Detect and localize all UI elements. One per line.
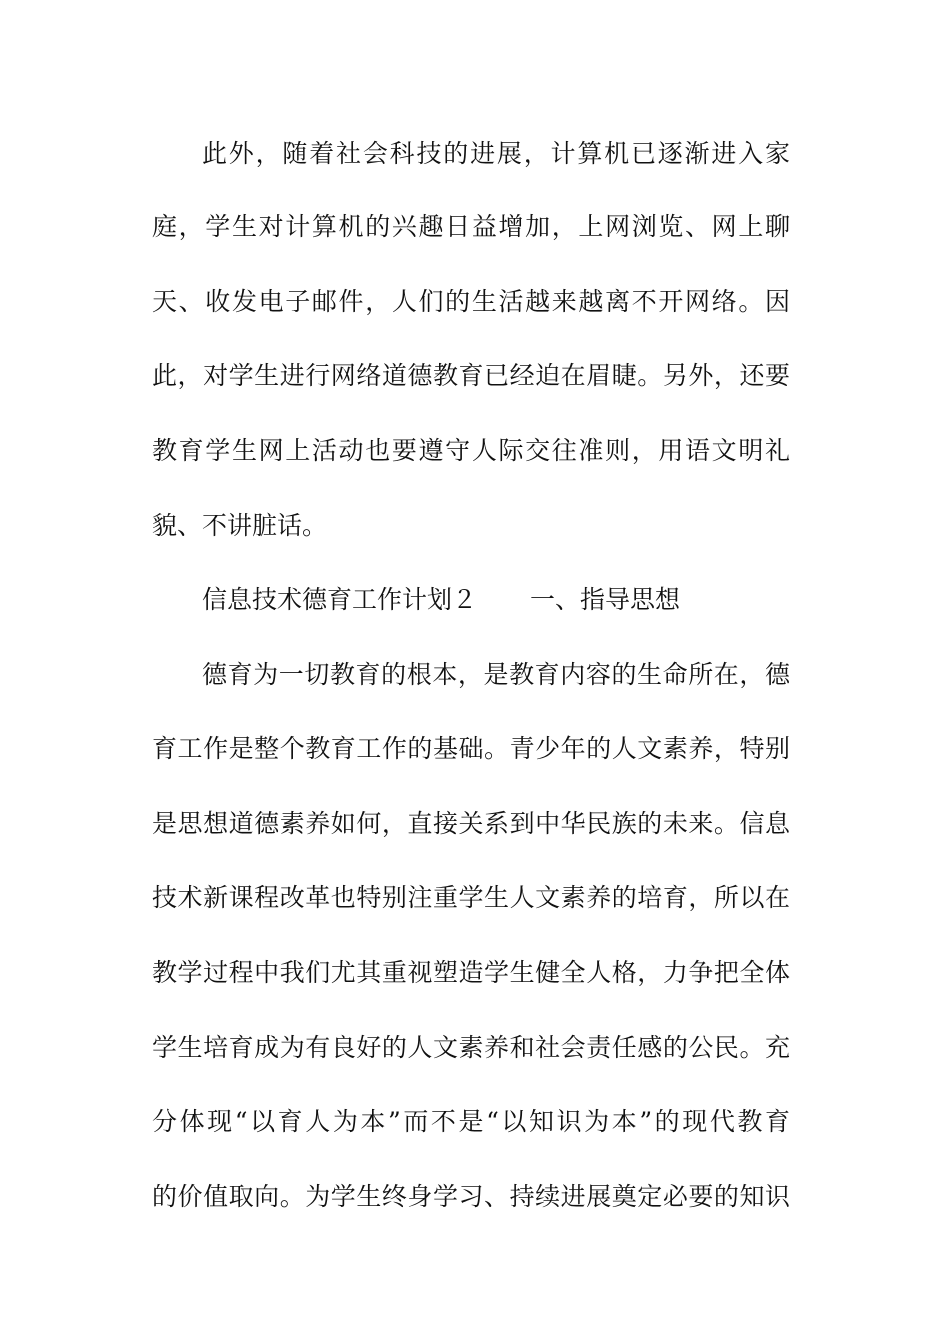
paragraph-line: 德育为一切教育的根本，是教育内容的生命所在，德 (202, 660, 790, 689)
paragraph-line: 育工作是整个教育工作的基础。青少年的人文素养，特别 (152, 734, 790, 763)
paragraph-line: 学生培育成为有良好的人文素养和社会责任感的公民。充 (152, 1033, 790, 1062)
paragraph-line: 的价值取向。为学生终身学习、持续进展奠定必要的知识 (152, 1182, 790, 1211)
paragraph-line: 技术新课程改革也特别注重学生人文素养的培育，所以在 (152, 883, 790, 912)
paragraph-line: 天、收发电子邮件，人们的生活越来越离不开网络。因 (152, 287, 790, 316)
section-heading: 一、指导思想 (530, 585, 681, 614)
paragraph-line: 教育学生网上活动也要遵守人际交往准则，用语文明礼 (152, 436, 790, 465)
section-title: 信息技术德育工作计划２ (202, 585, 478, 614)
paragraph-line: 庭，学生对计算机的兴趣日益增加，上网浏览、网上聊 (152, 212, 790, 241)
paragraph-line: 教学过程中我们尤其重视塑造学生健全人格，力争把全体 (152, 958, 790, 987)
paragraph-line: 此，对学生进行网络道德教育已经迫在眉睫。另外，还要 (152, 361, 790, 390)
paragraph-line: 分体现“以育人为本”而不是“以知识为本”的现代教育 (152, 1107, 790, 1136)
paragraph-line: 貌、不讲脏话。 (152, 511, 328, 540)
paragraph-line: 此外，随着社会科技的进展，计算机已逐渐进入家 (202, 139, 790, 168)
paragraph-line: 是思想道德素养如何，直接关系到中华民族的未来。信息 (152, 809, 790, 838)
